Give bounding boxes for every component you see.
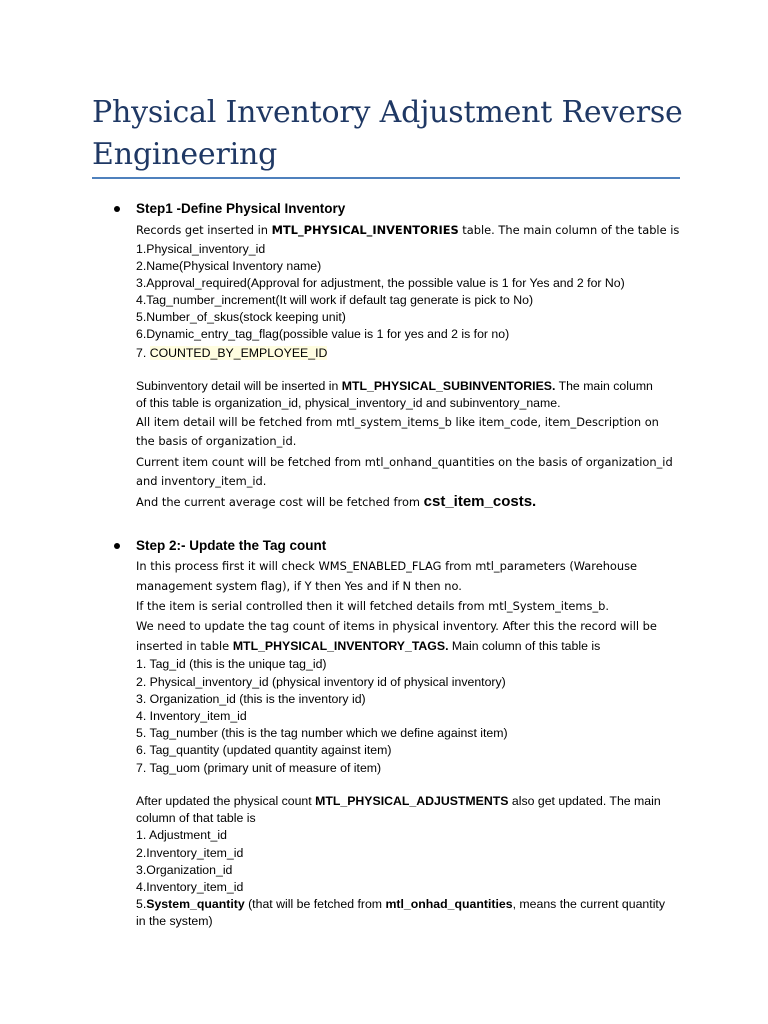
list-item: 6.Dynamic_entry_tag_flag(possible value is 1 for yes and 2 is for no) [136, 327, 510, 341]
list-item: 3.Approval_required(Approval for adjustment, the possible value is 1 for Yes and 2 for No) [136, 276, 625, 290]
subinventory-line-1: Subinventory detail will be inserted in MTL_PHYSICAL_SUBINVENTORIES. The main column [136, 379, 653, 393]
step2-line-3: If the item is serial controlled then it will fetched details from mtl_System_items_b. [136, 599, 609, 613]
adjustment-item: 1. Adjustment_id [136, 828, 227, 842]
step2-line-4: We need to update the tag count of items in physical inventory. After this the record will be [136, 619, 657, 633]
step1-intro: Records get inserted in MTL_PHYSICAL_INVENTORIES table. The main column of the table is [136, 223, 680, 237]
tag-item: 5. Tag_number (this is the tag number which we define against item) [136, 726, 508, 740]
count-line-2: and inventory_item_id. [136, 474, 267, 488]
cost-line: And the current average cost will be fetched from cst_item_costs. [136, 493, 537, 510]
step1-heading: Step1 -Define Physical Inventory [136, 201, 346, 216]
system-quantity-line: 5.System_quantity (that will be fetched from mtl_onhad_quantities, means the current quantity [136, 897, 665, 911]
title-line-2: Engineering [92, 137, 278, 172]
tag-item: 6. Tag_quantity (updated quantity against item) [136, 743, 392, 757]
bullet-icon [114, 206, 120, 212]
subinventory-line-2: of this table is organization_id, physical_inventory_id and subinventory_name. [136, 396, 561, 410]
tag-item: 3. Organization_id (this is the inventory id) [136, 692, 366, 706]
step2-line-1: In this process first it will check WMS_ENABLED_FLAG from mtl_parameters (Warehouse [136, 559, 638, 573]
system-quantity-line-2: in the system) [136, 914, 213, 928]
list-item: 2.Name(Physical Inventory name) [136, 259, 322, 273]
adjustment-item: 2.Inventory_item_id [136, 846, 244, 860]
list-item: 5.Number_of_skus(stock keeping unit) [136, 310, 346, 324]
step2-line-2: management system flag), if Y then Yes and if N then no. [136, 579, 462, 593]
title-line-1: Physical Inventory Adjustment Reverse [92, 95, 683, 130]
item-detail-line-2: the basis of organization_id. [136, 434, 297, 448]
list-item: 1.Physical_inventory_id [136, 242, 266, 256]
step2-heading: Step 2:- Update the Tag count [136, 538, 327, 553]
tag-item: 1. Tag_id (this is the unique tag_id) [136, 657, 327, 671]
adjustments-line-2: column of that table is [136, 811, 256, 825]
adjustment-item: 4.Inventory_item_id [136, 880, 244, 894]
item-detail-line-1: All item detail will be fetched from mtl_system_items_b like item_code, item_Description on [136, 415, 659, 429]
list-item-highlighted: 7. COUNTED_BY_EMPLOYEE_ID [136, 346, 328, 360]
adjustment-item: 3.Organization_id [136, 863, 233, 877]
tag-item: 2. Physical_inventory_id (physical inventory id of physical inventory) [136, 675, 506, 689]
adjustments-line-1: After updated the physical count MTL_PHYSICAL_ADJUSTMENTS also get updated. The main [136, 794, 661, 808]
title-divider [92, 177, 680, 179]
step2-line-5: inserted in table MTL_PHYSICAL_INVENTORY_TAGS. Main column of this table is [136, 639, 601, 653]
page-title [92, 92, 692, 176]
count-line-1: Current item count will be fetched from mtl_onhand_quantities on the basis of organization_id [136, 455, 673, 469]
bullet-icon [114, 543, 120, 549]
tag-item: 4. Inventory_item_id [136, 709, 247, 723]
list-item: 4.Tag_number_increment(It will work if default tag generate is pick to No) [136, 293, 534, 307]
tag-item: 7. Tag_uom (primary unit of measure of item) [136, 761, 382, 775]
